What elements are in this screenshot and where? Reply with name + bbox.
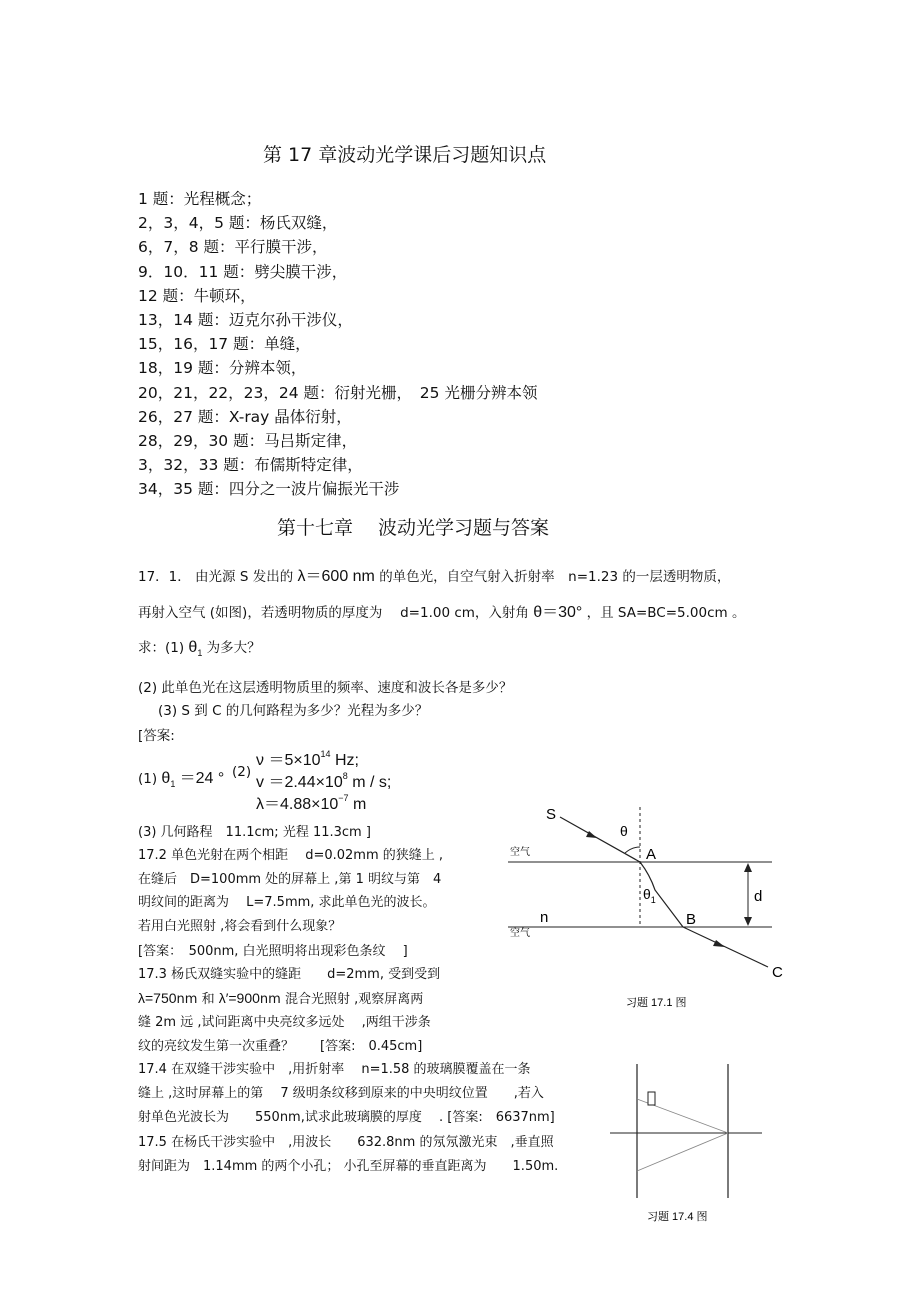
theta1-symbol [188,639,203,659]
label-theta: θ [620,823,628,839]
problem-17-2-answer: [答案： 500nm, 白光照明将出现彩色条纹 ] [138,944,408,959]
problem-line: 17.5 在杨氏干涉实验中 ,用波长 632.8nm 的氖氖激光束 ,垂直照 [138,1135,554,1150]
exponent: 8 [342,771,348,781]
problem-line: 明纹间的距离为 L=7.5mm, 求此单色光的波长。 [138,895,436,911]
problem-line: 17.3 杨氏双缝实验中的缝距 d=2mm, 受到受到 [138,967,441,982]
formula-text: λ＝4.88×10 [256,796,339,813]
figure-caption: 习题 17.4 图 [647,1211,708,1223]
label-S: S [546,806,557,823]
label-A: A [646,846,657,863]
label-theta1 [643,886,656,905]
problem-line: 缝上 ,这时屏幕上的第 7 级明条纹移到原来的中央明纹位置 ,若入 [138,1086,544,1101]
problem-17-2 [138,844,443,938]
angle-arc [625,847,640,853]
label-n: n [540,909,549,926]
glass-film [648,1092,655,1105]
wavelength-formula: λ＝600 nm [297,568,375,585]
problem-line: 缝 2m 远 ,试问距离中央亮纹多远处 ,两组干涉条 [138,1015,431,1031]
label-C: C [772,964,783,981]
problem-text: nm 混合光照射 ,观察屏离两 [259,991,424,1007]
formula-text: v ＝2.44×10 [256,774,343,791]
answer-1 [138,765,224,789]
wavelength-2: λ′=900 [218,989,260,1006]
problem-text: 求：(1) [138,640,185,656]
theta-symbol: θ [161,770,171,787]
figure-17-1 [500,795,800,1015]
problem-line: 在缝后 D=100mm 处的屏幕上 ,第 1 明纹与第 4 [138,871,442,887]
answer-2-label: (2) [232,764,252,780]
problem-17-1-q3: (3) S 到 C 的几何路程为多少？光程为多少？ [158,703,429,719]
problem-line: 纹的亮纹发生第一次重叠？ [答案: 0.45cm] [138,1038,423,1054]
list-item: 3，32，33 题：布儒斯特定律， [138,456,363,475]
problem-text: 17．1． 由光源 S 发出的 [138,569,294,585]
list-item: 20，21，22，23，24 题：衍射光栅， 25 光栅分辨本领 [138,383,538,402]
list-item: 34，35 题：四分之一波片偏振光干涉 [138,480,400,499]
answer-velocity [256,769,391,792]
wavelength-1: λ=750 [138,989,177,1006]
exponent: −7 [338,793,349,803]
problem-17-3 [138,963,440,1058]
list-item: 28，29，30 题：马吕斯定律， [138,432,358,451]
problem-17-1-line-2 [138,599,745,622]
list-item: 26，27 题：X-ray 晶体衍射， [138,407,352,426]
list-item: 18，19 题：分辨本领， [138,359,307,378]
problem-text: nm 和 [176,991,215,1007]
answer-wavelength [256,791,366,814]
lower-ray [637,1133,728,1171]
arrow-down-icon [744,917,752,926]
problem-17-1-line-3 [138,636,261,658]
problem-line: 17.2 单色光射在两个相距 d=0.02mm 的狭缝上 , [138,848,444,863]
answer-number: (1) [138,771,158,787]
label-d: d [754,888,763,905]
problem-line: 射单色光波长为 550nm,试求此玻璃膜的厚度 . [答案: 6637nm] [138,1110,555,1125]
problem-text: 为多大？ [206,640,261,656]
figure-17-4 [600,1058,770,1228]
list-item: 6，7，8 题：平行膜干涉， [138,238,328,257]
label-air-bottom: 空气 [510,928,530,939]
problem-text: 再射入空气 (如图)，若透明物质的厚度为 d=1.00 cm，入射角 [138,605,529,621]
emergent-ray [683,927,768,967]
problem-line: 射间距为 1.14mm 的两个小孔； 小孔至屏幕的垂直距离为 1.50m. [138,1159,559,1174]
angle-formula: θ＝30° [533,604,583,621]
list-item: 12 题：牛顿环， [138,286,256,305]
theta-symbol: θ [188,639,198,656]
incident-ray [560,817,640,862]
problem-line: 17.4 在双缝干涉实验中 ,用折射率 n=1.58 的玻璃膜覆盖在一条 [138,1062,531,1077]
problem-17-1-line-1 [138,563,730,586]
subscript: 1 [650,895,656,905]
exponent: 14 [320,749,331,759]
theta1-symbol [161,770,176,790]
label-B: B [686,911,697,928]
list-item: 9．10．11 题：劈尖膜干涉， [138,262,348,281]
problem-17-5 [138,1131,558,1179]
list-item: 13，14 题：迈克尔孙干涉仪， [138,311,353,330]
list-item: 2，3，4，5 题：杨氏双缝， [138,214,338,233]
problem-line [138,987,440,1012]
subscript: 1 [197,648,203,659]
section-title: 第十七章 波动光学习题与答案 [277,517,550,539]
topic-list [138,187,537,502]
list-item: 1 题：光程概念； [138,190,262,208]
formula-text: ν ＝5×10 [256,752,321,769]
answer-value: ＝24 ° [179,770,225,787]
formula-unit: m / s; [347,774,392,791]
theta-symbol: θ [643,886,651,902]
list-item: 15，16，17 题：单缝， [138,335,311,354]
problem-17-4 [138,1058,555,1130]
answer-frequency [256,747,359,770]
formula-unit: m [348,796,367,813]
problem-text: 的单色光，自空气射入折射率 n=1.23 的一层透明物质， [379,569,731,585]
problem-text: ，且 SA=BC=5.00cm 。 [586,605,746,621]
document-title: 第 17 章波动光学课后习题知识点 [263,144,547,166]
label-air-top: 空气 [510,847,530,858]
subscript: 1 [170,779,176,790]
arrow-up-icon [744,863,752,872]
problem-line: 若用白光照射 ,将会看到什么现象？ [138,918,342,934]
formula-unit: Hz; [330,752,359,769]
answer-label: [答案: [138,728,175,744]
problem-17-1-q2: (2) 此单色光在这层透明物质里的频率、速度和波长各是多少？ [138,680,513,696]
arrow-icon [713,940,725,947]
figure-caption: 习题 17.1 图 [626,997,687,1009]
answer-3: (3) 几何路程 11.1cm; 光程 11.3cm ] [138,825,371,840]
